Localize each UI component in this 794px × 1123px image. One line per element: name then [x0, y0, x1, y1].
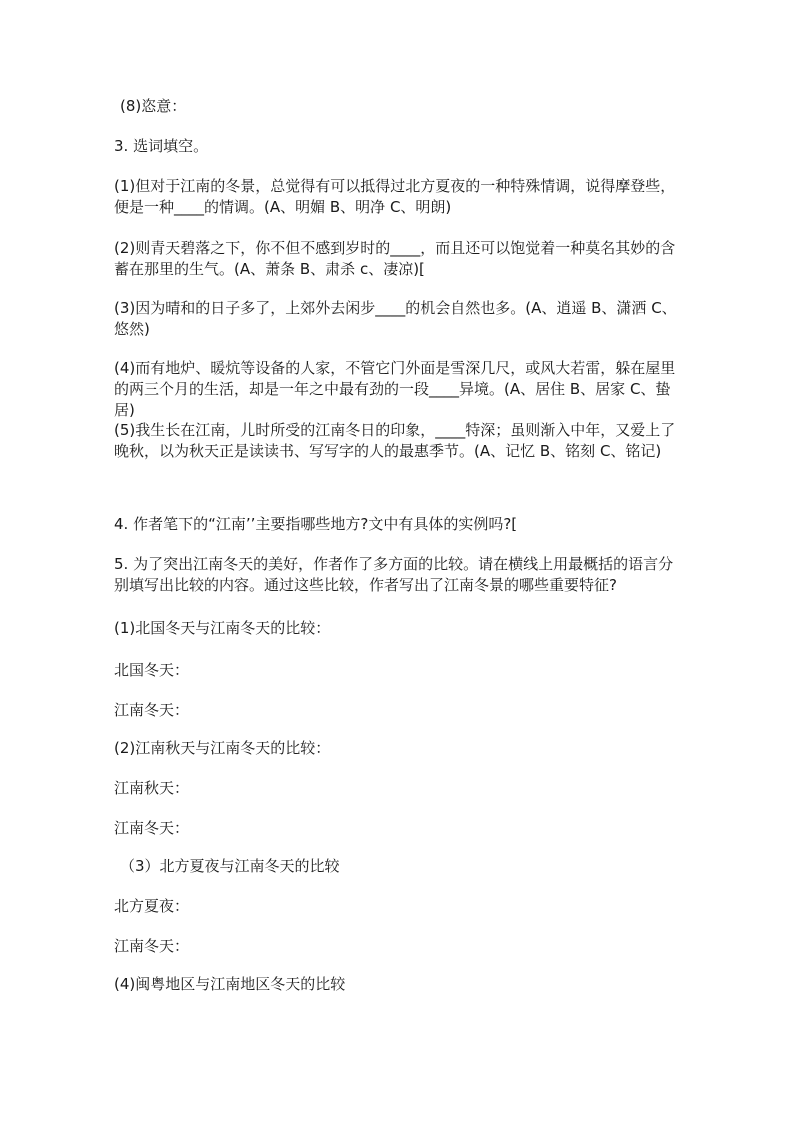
comparison-1-heading: (1)北国冬天与江南冬天的比较： — [114, 619, 331, 637]
comparison-1-north-winter: 北国冬天： — [114, 661, 190, 679]
comparison-2-jiangnan-autumn: 江南秋天： — [114, 779, 190, 797]
comparison-4-heading: (4)闽粤地区与江南地区冬天的比较 — [114, 975, 346, 993]
comparison-2-jiangnan-winter: 江南冬天： — [114, 819, 190, 837]
comparison-3-jiangnan-winter: 江南冬天： — [114, 937, 190, 955]
question-3-item-4: (4)而有地炉、暖炕等设备的人家，不管它门外面是雪深几尺，或风大若雷，躲在屋里的两三个月的生活，却是一年之中最有劲的一段____异境。(A、居住 B、居家 C、蛰居) — [114, 359, 676, 419]
comparison-3-heading: （3）北方夏夜与江南冬天的比较 — [120, 857, 340, 875]
item-8-definition: (8)恣意： — [120, 97, 187, 115]
question-3-heading: 3. 选词填空。 — [114, 137, 209, 155]
comparison-1-jiangnan-winter: 江南冬天： — [114, 701, 190, 719]
question-4: 4. 作者笔下的“江南’’主要指哪些地方?文中有具体的实例吗?[ — [114, 515, 518, 533]
question-3-item-5: (5)我生长在江南，儿时所受的江南冬日的印象，____特深；虽则渐入中年，又爱上了晚秋，以为秋天正是读读书、写写字的人的最惠季节。(A、记忆 B、铭刻 C、铭记) — [114, 421, 676, 460]
comparison-2-heading: (2)江南秋天与江南冬天的比较： — [114, 739, 331, 757]
question-5: 5. 为了突出江南冬天的美好，作者作了多方面的比较。请在横线上用最概括的语言分别填写出比较的内容。通过这些比较，作者写出了江南冬景的哪些重要特征? — [114, 555, 674, 594]
question-3-item-3: (3)因为晴和的日子多了，上郊外去闲步____的机会自然也多。(A、逍遥 B、潇洒 C、悠然) — [114, 299, 677, 338]
question-3-item-1: (1)但对于江南的冬景，总觉得有可以抵得过北方夏夜的一种特殊情调，说得摩登些，便是一种____的情调。(A、明媚 B、明净 C、明朗) — [114, 177, 676, 216]
comparison-3-north-summer-night: 北方夏夜： — [114, 897, 190, 915]
question-3-item-2: (2)则青天碧落之下，你不但不感到岁时的____，而且还可以饱觉着一种莫名其妙的含蓄在那里的生气。(A、萧条 B、肃杀 c、凄凉)[ — [114, 239, 676, 278]
